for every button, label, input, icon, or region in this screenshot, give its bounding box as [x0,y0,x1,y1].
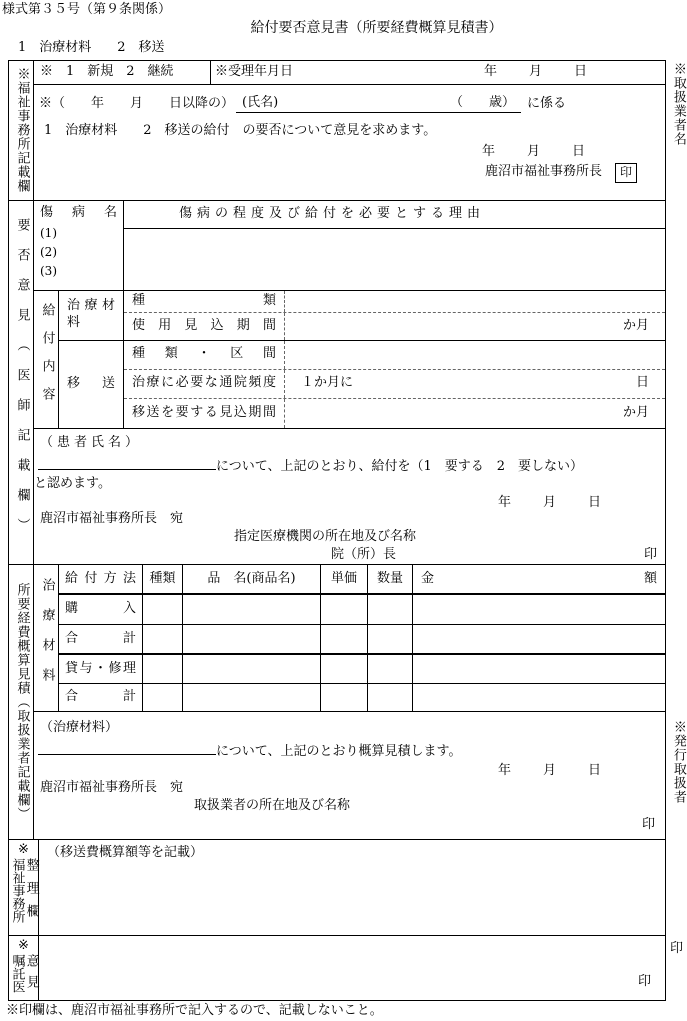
section-welfare-office [9,61,665,201]
age-label: （ 歳） [450,95,516,110]
receipt-date-blank: 年 月 日 [483,64,589,80]
asterisk-mark-2: ※ [18,938,29,953]
visit-frequency-row: 治療に必要な通院頻度 １か月に 日 [124,370,665,399]
months-unit-label-2: か月 [622,404,649,420]
dealer-addressee: 鹿沼市福祉事務所長 宛 [40,780,184,796]
new-or-continue-row [34,61,665,85]
transport-period-row: 移送を要する見込期間 か月 [124,399,665,428]
receipt-date-label: ※受理年月日 [215,64,294,80]
estimate-row-purchase: 購入 [59,595,665,625]
section-cost-estimate [9,565,665,840]
section4-side-label [9,840,39,935]
doctor-statement [34,429,665,565]
medical-institution-line: 指定医療機関の所在地及び名称 [234,529,417,545]
col-unit-price: 単価 [321,565,368,593]
new-continue-cell: ※ 1 新規 2 継続 [34,61,211,84]
transport-group-label: 移送 [59,341,124,428]
dealer-address-line: 取扱業者の所在地及び名称 [194,797,351,813]
injury-name-cell [34,201,124,290]
estimate-table-area [34,565,665,712]
benefit-detail-row [34,291,665,429]
estimate-declare-line: について、上記のとおり概算見積します。 [216,744,462,760]
material-group [59,291,665,341]
section1-side-label: ※福祉事務所記載欄 [9,61,34,200]
injury-row [34,201,665,291]
col-product-name: 品 名(商品名) [183,565,321,593]
stamp-box: 印 [615,163,637,183]
hospital-director-label: 院（所）長 [331,547,397,563]
injury-item-1: (1) [40,225,57,240]
side-name-label: 整理欄 [23,858,39,928]
form-subtitle: 1 治療材料 2 移送 [18,40,165,55]
form-title: 給付要否意見書（所要経費概算見積書） [250,20,503,36]
handler-name-side-label: ※取扱業者名 [670,62,686,146]
injury-item-3: (3) [40,264,57,279]
form-number: 様式第３５号（第９条関係） [2,2,172,17]
name-label: (氏名) [242,95,279,110]
dealer-statement [34,712,665,839]
dealer-stamp-mark: 印 [641,816,655,832]
since-date-label: ※（ 年 月 日以降の） [39,96,235,111]
col-quantity: 数量 [368,565,413,593]
estimate-row-rental-repair: 貸与・修理 [59,655,665,684]
transport-cost-note: （移送費概算額等を記載） [47,845,204,861]
receipt-date-cell [211,61,665,84]
asterisk-mark: ※ [18,842,29,858]
estimate-subject-blank-line [38,739,216,755]
patient-name-caption: （患者氏名） [40,434,143,450]
side-doctor-label: 嘱託医 [9,954,25,993]
estimate-row-subtotal-1: 合計 [59,625,665,655]
office-director-label: 鹿沼市福祉事務所長 [484,164,602,180]
side-opinion-label: 意見 [23,954,39,996]
material-period-row: 使用見込期間 か月 [124,313,665,340]
approval-choice-line: について、上記のとおり、給付を（1 要する 2 要しない） [216,458,584,474]
section5-side-label [9,936,39,1000]
request-statement [34,85,665,200]
section3-side-label: 所要経費概算見積（取扱業者記載欄） [9,565,34,839]
main-table [8,60,666,1001]
outer-stamp-mark: 印 [670,941,684,956]
pertaining-label: に係る [527,96,567,111]
issuing-handler-side-label: ※発行取扱者 [670,720,686,804]
date-blank: 年 月 日 [481,143,587,159]
reason-header: 傷病の程度及び給付を必要とする理由 [124,201,665,229]
per-month-label: １か月に [301,375,354,391]
estimate-header-row [59,565,665,595]
dealer-date-blank: 年 月 日 [497,763,603,779]
doctor-addressee: 鹿沼市福祉事務所長 宛 [40,511,184,527]
transport-kind-row: 種類・区間 [124,341,665,370]
reason-cell [124,201,665,290]
section-office-arrangement [9,840,665,936]
estimate-side-label: 治療材料 [34,565,59,711]
doctor-stamp-mark: 印 [643,547,657,563]
patient-name-blank-line [38,454,216,470]
material-kind-row: 種類 [124,291,665,313]
transport-group [59,341,665,428]
doctor-date-blank: 年 月 日 [497,494,603,510]
injury-name-header: 傷病名 [40,204,117,220]
patient-name-field [236,95,521,113]
section-commissioned-doctor [9,936,665,1000]
col-benefit-method: 給付方法 [65,570,136,586]
estimate-table [59,565,665,711]
estimate-subject-caption: （治療材料） [40,720,119,736]
opinion-request-line: 1 治療材料 2 移送の給付 の要否について意見を求めます。 [44,122,437,138]
months-unit-label: か月 [622,317,649,333]
estimate-row-subtotal-2: 合計 [59,684,665,711]
material-group-label: 治療材料 [59,291,124,340]
days-unit-label: 日 [635,375,649,391]
col-kind: 種類 [143,565,183,593]
section2-side-label: 要否意見（医師記載欄） [9,201,34,565]
benefit-detail-side-label: 給付内容 [34,291,59,428]
reason-blank-area [124,229,665,290]
section-doctor-opinion [9,201,665,566]
injury-item-2: (2) [40,244,57,259]
commissioned-doctor-stamp: 印 [637,974,651,990]
side-org-label: 福祉事務所 [9,858,25,924]
col-amount: 金額 [421,570,657,586]
form-footnote: ※印欄は、鹿沼市福祉事務所で記入するので、記載しないこと。 [6,1003,383,1018]
acknowledge-line: と認めます。 [34,475,111,491]
